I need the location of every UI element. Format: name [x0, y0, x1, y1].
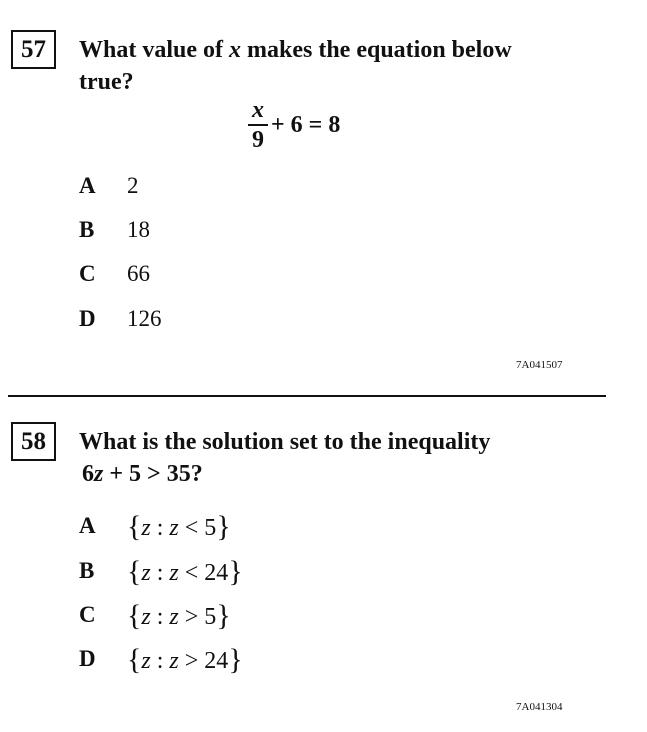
stem-text: What value of	[79, 37, 229, 63]
set-relation: < 24	[178, 560, 229, 586]
fraction	[248, 98, 268, 152]
open-brace: {	[127, 555, 142, 588]
set-relation: > 5	[178, 604, 217, 630]
inequality-rest: + 5 > 35	[103, 461, 191, 487]
question-57-option-a[interactable]	[79, 171, 139, 201]
option-letter: A	[79, 513, 96, 538]
inequality-end: ?	[190, 461, 203, 487]
option-letter: D	[79, 646, 96, 671]
option-letter: D	[79, 306, 96, 331]
question-58-item-code: 7A041304	[516, 701, 563, 713]
set-var: z	[169, 515, 179, 541]
stem-text-after: makes the equation below	[241, 37, 512, 63]
question-57-equation	[248, 95, 340, 155]
question-58-option-c[interactable]	[79, 600, 231, 630]
set-var: z	[141, 515, 151, 541]
set-var: z	[141, 648, 151, 674]
option-letter: C	[79, 261, 96, 286]
fraction-bar	[248, 124, 268, 126]
question-57-stem-line1	[79, 34, 512, 66]
option-letter: A	[79, 173, 96, 198]
open-brace: {	[127, 599, 142, 632]
set-colon: :	[150, 604, 170, 630]
stem-variable: x	[229, 37, 241, 63]
inequality-variable: z	[94, 461, 104, 487]
close-brace: }	[228, 643, 243, 676]
option-set	[127, 642, 243, 676]
open-brace: {	[127, 643, 142, 676]
option-letter: B	[79, 217, 95, 242]
question-57-option-d[interactable]	[79, 304, 162, 334]
fraction-numerator: x	[252, 97, 264, 123]
question-number-57: 57	[11, 30, 56, 69]
option-set	[127, 509, 231, 543]
question-58-stem-line1: What is the solution set to the inequality	[79, 429, 491, 455]
option-value: 66	[127, 261, 150, 286]
question-58-inequality	[82, 458, 203, 490]
option-letter: C	[79, 602, 96, 627]
option-set	[127, 598, 231, 632]
set-relation: > 24	[178, 648, 229, 674]
question-57-option-c[interactable]	[79, 259, 150, 289]
option-value: 126	[127, 306, 162, 331]
set-var: z	[169, 648, 179, 674]
open-brace: {	[127, 510, 142, 543]
section-divider	[8, 395, 606, 397]
option-value: 18	[127, 217, 150, 242]
set-colon: :	[150, 515, 170, 541]
fraction-denominator: 9	[252, 127, 264, 153]
inequality-coefficient: 6	[82, 461, 94, 487]
option-letter: B	[79, 558, 95, 583]
question-58-option-b[interactable]	[79, 556, 243, 586]
close-brace: }	[216, 599, 231, 632]
equation-rest: + 6 = 8	[271, 111, 341, 138]
question-57-option-b[interactable]	[79, 215, 150, 245]
set-var: z	[141, 560, 151, 586]
set-colon: :	[150, 560, 170, 586]
question-57-stem-line2: true?	[79, 69, 134, 95]
set-var: z	[169, 560, 179, 586]
set-var: z	[169, 604, 179, 630]
close-brace: }	[216, 510, 231, 543]
set-relation: < 5	[178, 515, 217, 541]
close-brace: }	[228, 555, 243, 588]
question-57-item-code: 7A041507	[516, 359, 563, 371]
set-colon: :	[150, 648, 170, 674]
option-value: 2	[127, 173, 139, 198]
question-number-58: 58	[11, 422, 56, 461]
set-var: z	[141, 604, 151, 630]
question-58-option-a[interactable]	[79, 511, 231, 541]
question-58-option-d[interactable]	[79, 644, 243, 674]
option-set	[127, 554, 243, 588]
